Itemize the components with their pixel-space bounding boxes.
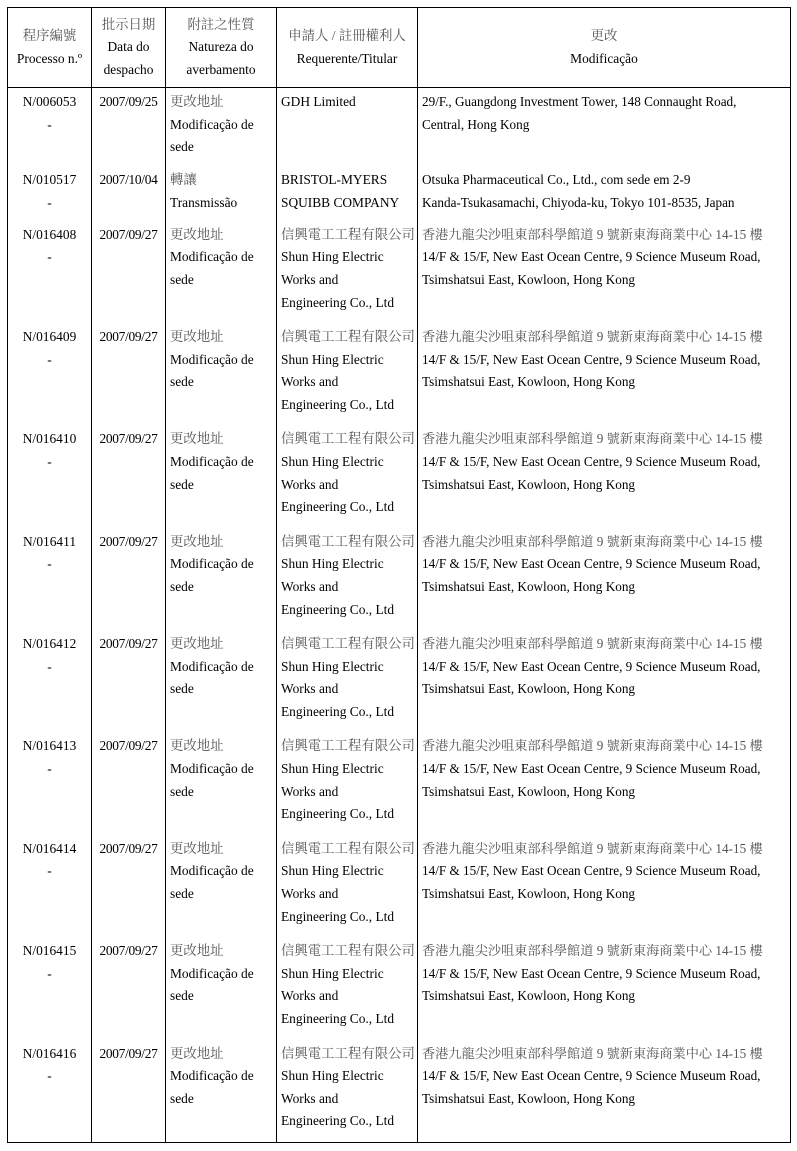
processo-number: N/016409: [22, 329, 77, 345]
requerente-zh: 信興電工工程有限公司: [281, 943, 415, 959]
header-data: [92, 8, 166, 88]
requerente-line1: Shun Hing Electric: [281, 351, 384, 367]
cell-date: [92, 937, 166, 1039]
cell-processo: [8, 528, 92, 630]
modificacao-line3: Tsimshatsui East, Kowloon, Hong Kong: [422, 1090, 636, 1106]
despacho-date: 2007/09/27: [99, 738, 158, 754]
cell-requerente: [277, 630, 418, 732]
modificacao-line2: 14/F & 15/F, New East Ocean Centre, 9 Science Museum Road,: [422, 761, 761, 777]
cell-processo: [8, 630, 92, 732]
processo-sub: -: [47, 249, 52, 265]
requerente-zh: 信興電工工程有限公司: [281, 636, 415, 652]
natureza-pt-line2: sede: [170, 271, 194, 287]
natureza-pt-line1: Modificação de: [170, 863, 254, 879]
requerente-line3: Engineering Co., Ltd: [281, 1113, 395, 1129]
requerente-zh: 信興電工工程有限公司: [281, 533, 415, 549]
natureza-pt-line2: sede: [170, 374, 194, 390]
modificacao-line3: Tsimshatsui East, Kowloon, Hong Kong: [422, 886, 636, 901]
header-natureza-pt2: averbamento: [186, 61, 256, 77]
cell-requerente: [277, 425, 418, 527]
requerente-line1: Shun Hing Electric: [281, 761, 384, 777]
natureza-pt-line2: sede: [170, 578, 194, 594]
modificacao-line3: Tsimshatsui East, Kowloon, Hong Kong: [422, 681, 636, 697]
cell-requerente: [277, 835, 418, 937]
requerente-line2: Works and: [281, 374, 339, 390]
modificacao-line2: 14/F & 15/F, New East Ocean Centre, 9 Science Museum Road,: [422, 351, 761, 367]
cell-requerente: [277, 323, 418, 425]
natureza-pt-line1: Transmissão: [170, 194, 238, 210]
header-natureza-pt1: Natureza do: [188, 39, 254, 55]
natureza-pt-line2: sede: [170, 886, 194, 901]
header-modificacao: [418, 8, 791, 88]
header-modificacao-zh: 更改: [590, 27, 618, 43]
table-row: [8, 1040, 791, 1143]
requerente-line1: Shun Hing Electric: [281, 556, 384, 572]
processo-number: N/016412: [22, 636, 77, 652]
table-row: [8, 835, 791, 937]
header-modificacao-pt: Modificação: [570, 50, 638, 66]
header-row: [8, 8, 791, 88]
cell-requerente: [277, 528, 418, 630]
processo-number: N/010517: [22, 172, 77, 188]
natureza-pt-line2: sede: [170, 139, 194, 155]
cell-natureza: [166, 166, 277, 220]
cell-natureza: [166, 425, 277, 527]
header-processo-zh: 程序編號: [22, 27, 77, 43]
modificacao-line2: 14/F & 15/F, New East Ocean Centre, 9 Science Museum Road,: [422, 556, 761, 572]
requerente-line3: Engineering Co., Ltd: [281, 908, 395, 924]
requerente-line1: Shun Hing Electric: [281, 863, 384, 879]
modificacao-line1: 29/F., Guangdong Investment Tower, 148 Connaught Road,: [422, 94, 737, 109]
despacho-date: 2007/10/04: [99, 172, 158, 188]
table-row: [8, 630, 791, 732]
requerente-line1: GDH Limited: [281, 94, 356, 109]
modificacao-line1: 香港九龍尖沙咀東部科學館道 9 號新東海商業中心 14-15 樓: [422, 431, 763, 447]
requerente-line1: Shun Hing Electric: [281, 454, 384, 470]
natureza-pt-line2: sede: [170, 1090, 194, 1106]
requerente-line1: Shun Hing Electric: [281, 965, 384, 981]
modificacao-line2: Central, Hong Kong: [422, 116, 530, 132]
cell-modificacao: [418, 630, 791, 732]
requerente-zh: 信興電工工程有限公司: [281, 1045, 415, 1061]
modificacao-line1: 香港九龍尖沙咀東部科學館道 9 號新東海商業中心 14-15 樓: [422, 840, 763, 856]
cell-date: [92, 835, 166, 937]
cell-modificacao: [418, 88, 791, 167]
table-row: [8, 323, 791, 425]
natureza-pt-line1: Modificação de: [170, 1068, 254, 1084]
modificacao-line2: 14/F & 15/F, New East Ocean Centre, 9 Science Museum Road,: [422, 1068, 761, 1084]
natureza-pt-line1: Modificação de: [170, 351, 254, 367]
cell-modificacao: [418, 425, 791, 527]
requerente-line2: Works and: [281, 476, 339, 492]
modificacao-line2: 14/F & 15/F, New East Ocean Centre, 9 Science Museum Road,: [422, 863, 761, 879]
requerente-line1: BRISTOL-MYERS: [281, 172, 388, 188]
requerente-line3: Engineering Co., Ltd: [281, 396, 395, 412]
despacho-date: 2007/09/27: [99, 533, 158, 549]
requerente-line1: Shun Hing Electric: [281, 1068, 384, 1084]
header-natureza: [166, 8, 277, 88]
processo-sub: -: [47, 116, 52, 132]
processo-number: N/016410: [22, 431, 77, 447]
modificacao-line3: Tsimshatsui East, Kowloon, Hong Kong: [422, 988, 636, 1004]
modificacao-line2: 14/F & 15/F, New East Ocean Centre, 9 Science Museum Road,: [422, 249, 761, 265]
requerente-line2: Works and: [281, 1090, 339, 1106]
cell-date: [92, 166, 166, 220]
cell-natureza: [166, 937, 277, 1039]
table-row: [8, 937, 791, 1039]
cell-date: [92, 1040, 166, 1143]
table-row: [8, 528, 791, 630]
natureza-zh: 更改地址: [170, 738, 224, 754]
natureza-pt-line1: Modificação de: [170, 116, 254, 132]
cell-natureza: [166, 528, 277, 630]
natureza-pt-line1: Modificação de: [170, 249, 254, 265]
cell-processo: [8, 88, 92, 167]
cell-processo: [8, 732, 92, 834]
modificacao-line3: Tsimshatsui East, Kowloon, Hong Kong: [422, 476, 636, 492]
cell-processo: [8, 221, 92, 323]
header-processo: [8, 8, 92, 88]
modificacao-line1: 香港九龍尖沙咀東部科學館道 9 號新東海商業中心 14-15 樓: [422, 738, 763, 754]
cell-natureza: [166, 88, 277, 167]
processo-number: N/016414: [22, 840, 77, 856]
requerente-zh: 信興電工工程有限公司: [281, 840, 415, 856]
cell-date: [92, 528, 166, 630]
requerente-line3: Engineering Co., Ltd: [281, 499, 395, 515]
modificacao-line3: Tsimshatsui East, Kowloon, Hong Kong: [422, 374, 636, 390]
cell-processo: [8, 1040, 92, 1143]
modificacao-line2: 14/F & 15/F, New East Ocean Centre, 9 Science Museum Road,: [422, 454, 761, 470]
natureza-zh: 更改地址: [170, 431, 224, 447]
requerente-line2: Works and: [281, 886, 339, 901]
cell-processo: [8, 937, 92, 1039]
cell-date: [92, 630, 166, 732]
despacho-date: 2007/09/27: [99, 431, 158, 447]
table-row: [8, 88, 791, 167]
natureza-zh: 更改地址: [170, 94, 224, 109]
requerente-line2: Works and: [281, 783, 339, 799]
modificacao-line1: 香港九龍尖沙咀東部科學館道 9 號新東海商業中心 14-15 樓: [422, 636, 763, 652]
processo-sub: -: [47, 965, 52, 981]
modificacao-line3: Tsimshatsui East, Kowloon, Hong Kong: [422, 271, 636, 287]
table-row: [8, 166, 791, 220]
processo-number: N/006053: [22, 94, 77, 109]
despacho-date: 2007/09/27: [99, 329, 158, 345]
modificacao-line1: 香港九龍尖沙咀東部科學館道 9 號新東海商業中心 14-15 樓: [422, 226, 763, 242]
cell-modificacao: [418, 221, 791, 323]
cell-date: [92, 88, 166, 167]
table-row: [8, 221, 791, 323]
cell-requerente: [277, 732, 418, 834]
modificacao-line1: 香港九龍尖沙咀東部科學館道 9 號新東海商業中心 14-15 樓: [422, 943, 763, 959]
header-requerente: [277, 8, 418, 88]
cell-date: [92, 425, 166, 527]
processo-sub: -: [47, 194, 52, 210]
cell-requerente: [277, 166, 418, 220]
cell-modificacao: [418, 323, 791, 425]
processo-sub: -: [47, 863, 52, 879]
requerente-line2: Works and: [281, 271, 339, 287]
processo-number: N/016411: [22, 533, 77, 549]
cell-date: [92, 221, 166, 323]
header-data-pt1: Data do: [107, 39, 150, 55]
processo-sub: -: [47, 556, 52, 572]
natureza-pt-line1: Modificação de: [170, 454, 254, 470]
natureza-zh: 更改地址: [170, 533, 224, 549]
requerente-line3: Engineering Co., Ltd: [281, 703, 395, 719]
modificacao-line1: Otsuka Pharmaceutical Co., Ltd., com sede em 2-9: [422, 172, 691, 188]
cell-modificacao: [418, 166, 791, 220]
cell-modificacao: [418, 1040, 791, 1143]
header-requerente-pt: Requerente/Titular: [296, 50, 398, 66]
requerente-zh: 信興電工工程有限公司: [281, 329, 415, 345]
modificacao-line1: 香港九龍尖沙咀東部科學館道 9 號新東海商業中心 14-15 樓: [422, 329, 763, 345]
cell-natureza: [166, 1040, 277, 1143]
requerente-line3: Engineering Co., Ltd: [281, 1010, 395, 1026]
processo-sub: -: [47, 761, 52, 777]
cell-date: [92, 323, 166, 425]
requerente-zh: 信興電工工程有限公司: [281, 738, 415, 754]
despacho-date: 2007/09/27: [99, 1045, 158, 1061]
cell-requerente: [277, 221, 418, 323]
cell-requerente: [277, 937, 418, 1039]
natureza-pt-line2: sede: [170, 476, 194, 492]
processo-number: N/016413: [22, 738, 77, 754]
despacho-date: 2007/09/27: [99, 226, 158, 242]
requerente-line2: Works and: [281, 578, 339, 594]
modificacao-line3: Tsimshatsui East, Kowloon, Hong Kong: [422, 783, 636, 799]
modificacao-line1: 香港九龍尖沙咀東部科學館道 9 號新東海商業中心 14-15 樓: [422, 533, 763, 549]
header-processo-pt: Processo n.º: [16, 50, 83, 66]
processo-number: N/016416: [22, 1045, 77, 1061]
requerente-line2: Works and: [281, 988, 339, 1004]
cell-natureza: [166, 323, 277, 425]
cell-modificacao: [418, 528, 791, 630]
cell-modificacao: [418, 835, 791, 937]
despacho-date: 2007/09/27: [99, 840, 158, 856]
table-row: [8, 425, 791, 527]
cell-processo: [8, 425, 92, 527]
natureza-zh: 更改地址: [170, 636, 224, 652]
modificacao-line2: 14/F & 15/F, New East Ocean Centre, 9 Science Museum Road,: [422, 658, 761, 674]
natureza-pt-line1: Modificação de: [170, 556, 254, 572]
processo-sub: -: [47, 351, 52, 367]
requerente-line1: Shun Hing Electric: [281, 249, 384, 265]
header-natureza-zh: 附註之性質: [187, 16, 255, 32]
modificacao-line2: Kanda-Tsukasamachi, Chiyoda-ku, Tokyo 101-8535, Japan: [422, 194, 735, 210]
cell-requerente: [277, 1040, 418, 1143]
natureza-pt-line1: Modificação de: [170, 658, 254, 674]
cell-processo: [8, 323, 92, 425]
natureza-pt-line2: sede: [170, 988, 194, 1004]
requerente-line3: Engineering Co., Ltd: [281, 806, 395, 822]
natureza-zh: 更改地址: [170, 329, 224, 345]
natureza-zh: 轉讓: [170, 172, 197, 188]
natureza-zh: 更改地址: [170, 943, 224, 959]
cell-modificacao: [418, 732, 791, 834]
requerente-zh: 信興電工工程有限公司: [281, 431, 415, 447]
requerente-zh: 信興電工工程有限公司: [281, 226, 415, 242]
cell-processo: [8, 166, 92, 220]
requerente-line3: Engineering Co., Ltd: [281, 601, 395, 617]
registry-table: [7, 7, 791, 1143]
requerente-line2: Works and: [281, 681, 339, 697]
natureza-zh: 更改地址: [170, 226, 224, 242]
despacho-date: 2007/09/27: [99, 943, 158, 959]
cell-requerente: [277, 88, 418, 167]
natureza-zh: 更改地址: [170, 1045, 224, 1061]
modificacao-line1: 香港九龍尖沙咀東部科學館道 9 號新東海商業中心 14-15 樓: [422, 1045, 763, 1061]
cell-natureza: [166, 835, 277, 937]
table-body: [8, 88, 791, 1143]
header-data-pt2: despacho: [103, 61, 154, 77]
processo-number: N/016408: [22, 226, 77, 242]
natureza-pt-line1: Modificação de: [170, 761, 254, 777]
processo-number: N/016415: [22, 943, 77, 959]
table-row: [8, 732, 791, 834]
cell-natureza: [166, 221, 277, 323]
requerente-line1: Shun Hing Electric: [281, 658, 384, 674]
despacho-date: 2007/09/27: [99, 636, 158, 652]
cell-processo: [8, 835, 92, 937]
modificacao-line2: 14/F & 15/F, New East Ocean Centre, 9 Science Museum Road,: [422, 965, 761, 981]
natureza-pt-line2: sede: [170, 783, 194, 799]
header-requerente-zh: 申請人 / 註冊權利人: [288, 27, 406, 43]
requerente-line2: SQUIBB COMPANY: [281, 194, 400, 210]
cell-date: [92, 732, 166, 834]
cell-natureza: [166, 732, 277, 834]
natureza-zh: 更改地址: [170, 840, 224, 856]
natureza-pt-line2: sede: [170, 681, 194, 697]
modificacao-line3: Tsimshatsui East, Kowloon, Hong Kong: [422, 578, 636, 594]
processo-sub: -: [47, 454, 52, 470]
processo-sub: -: [47, 1068, 52, 1084]
cell-modificacao: [418, 937, 791, 1039]
cell-natureza: [166, 630, 277, 732]
requerente-line3: Engineering Co., Ltd: [281, 294, 395, 310]
natureza-pt-line1: Modificação de: [170, 965, 254, 981]
processo-sub: -: [47, 658, 52, 674]
header-data-zh: 批示日期: [101, 16, 156, 32]
despacho-date: 2007/09/25: [99, 94, 158, 109]
